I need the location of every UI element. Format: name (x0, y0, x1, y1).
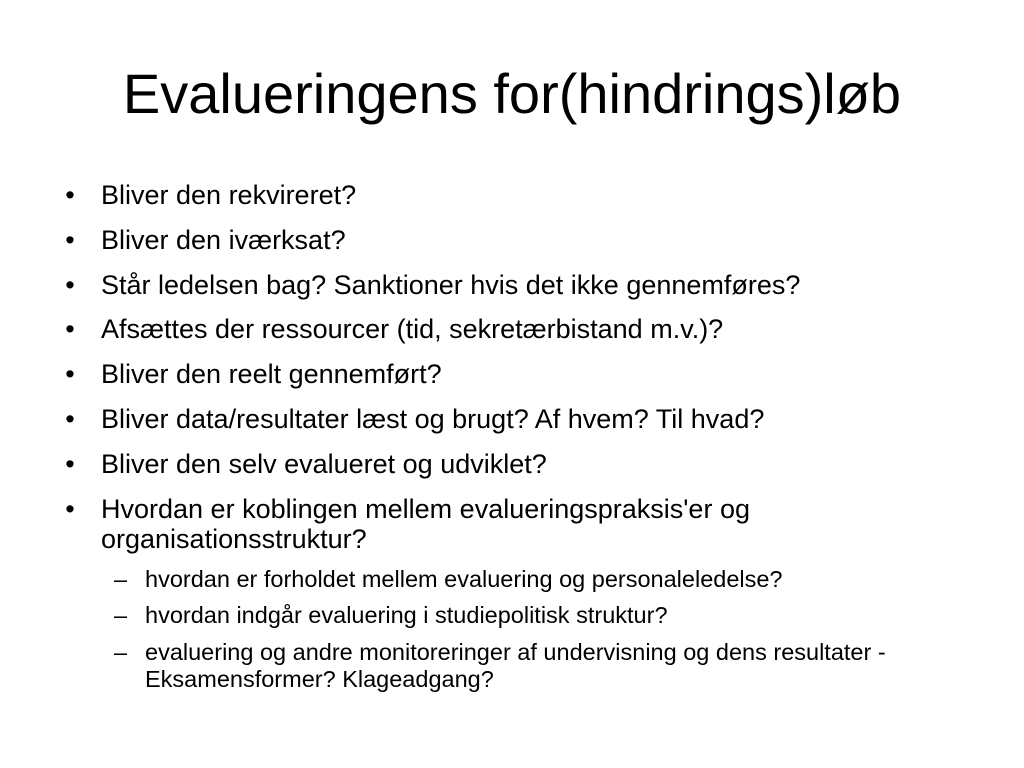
bullet-text: Bliver den reelt gennemført? (101, 359, 442, 390)
bullet-item (60, 314, 1000, 344)
bullet-text: Bliver data/resultater læst og brugt? Af hvem? Til hvad? (101, 403, 765, 434)
bullet-item (60, 180, 1000, 210)
bullet-marker: • (65, 493, 75, 524)
bullet-marker: • (65, 224, 75, 255)
slide-title: Evalueringens for(hindrings)løb (122, 62, 902, 125)
bullet-list (60, 180, 1000, 702)
bullet-text: Står ledelsen bag? Sanktioner hvis det ikke gennemføres? (101, 269, 801, 300)
bullet-item (60, 270, 1000, 300)
bullet-text: Hvordan er koblingen mellem evalueringspraksis'er og organisationsstruktur? (101, 493, 750, 554)
sub-bullet-item (101, 639, 1000, 693)
sub-bullet-marker: – (114, 602, 128, 629)
bullet-text: Bliver den rekvireret? (101, 180, 357, 210)
bullet-marker: • (65, 403, 75, 434)
bullet-text: Bliver den selv evalueret og udviklet? (101, 448, 547, 479)
sub-bullet-text: evaluering og andre monitoreringer af undervisning og dens resultater - Eksamensformer? Klageadgang? (145, 638, 886, 692)
bullet-item (60, 449, 1000, 479)
bullet-item (60, 494, 1000, 693)
sub-bullet-text: hvordan er forholdet mellem evaluering og personaleledelse? (145, 565, 783, 592)
bullet-marker: • (65, 314, 75, 345)
bullet-marker: • (65, 359, 75, 390)
sub-bullet-item (101, 602, 1000, 629)
bullet-text: Bliver den iværksat? (101, 224, 346, 255)
bullet-item (60, 225, 1000, 255)
bullet-marker: • (65, 269, 75, 300)
sub-bullet-marker: – (114, 638, 128, 665)
bullet-text: Afsættes der ressourcer (tid, sekretærbistand m.v.)? (101, 314, 724, 345)
sub-bullet-list (101, 566, 1000, 693)
sub-bullet-item (101, 566, 1000, 593)
sub-bullet-marker: – (114, 565, 128, 592)
bullet-marker: • (65, 180, 75, 210)
sub-bullet-text: hvordan indgår evaluering i studiepolitisk struktur? (145, 602, 668, 629)
bullet-marker: • (65, 448, 75, 479)
bullet-item (60, 404, 1000, 434)
bullet-item (60, 359, 1000, 389)
